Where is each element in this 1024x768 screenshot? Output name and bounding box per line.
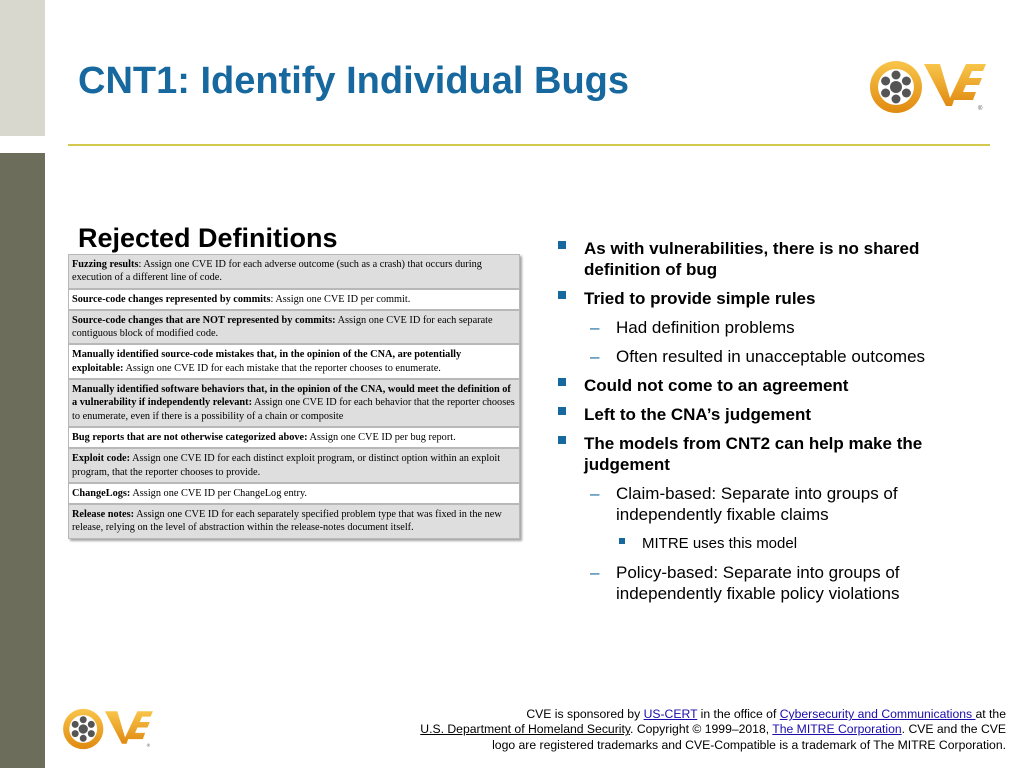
table-row (68, 504, 520, 539)
bullet-item: Left to the CNA’s judgement (556, 404, 976, 425)
table-row (68, 254, 520, 289)
svg-text:®: ® (978, 106, 983, 112)
definition-term: Bug reports that are not otherwise categorized above: (72, 431, 308, 443)
rejected-definitions-heading: Rejected Definitions (78, 223, 338, 253)
square-bullet-icon (558, 407, 566, 415)
definition-text: Assign one CVE ID for each behavior that the reporter chooses to enumerate, even if there is a possibility of a chain or composite (72, 397, 515, 422)
slide-title: CNT1: Identify Individual Bugs (78, 60, 630, 102)
definition-term: ChangeLogs: (72, 487, 131, 499)
definition-text: : Assign one CVE ID for each adverse outcome (such as a crash) that occurs during execution of a different line of code. (72, 259, 482, 284)
bullet-list (556, 238, 976, 612)
bullet-item: As with vulnerabilities, there is no shared definition of bug (556, 238, 976, 280)
rejected-definitions-table (68, 254, 520, 539)
sidebar-accent-dark (0, 153, 45, 768)
sub-bullet-item: – Policy-based: Separate into groups of independently fixable policy violations (590, 563, 900, 603)
footer-copyright: CVE is sponsored by US-CERT in the office of Cybersecurity and Communications at the U.S. Department of Homeland Security. Copyright © 1999–2018, The MITRE Corporation. CVE and the CVE logo are registered trademarks and CVE-Compatible is a trademark of The MITRE Corporation. (420, 707, 1006, 752)
bullet-item: Tried to provide simple rules (556, 288, 976, 309)
table-row (68, 448, 520, 483)
bullet-item: Could not come to an agreement (556, 375, 976, 396)
sub-bullet-item: – Claim-based: Separate into groups of independently fixable claims (590, 484, 898, 524)
definition-term: Release notes: (72, 509, 135, 521)
definition-text: Assign one CVE ID for each separately specified problem type that was fixed in the new release, relying on the level of abstraction within the release-notes document itself. (72, 509, 502, 534)
square-bullet-icon (619, 538, 625, 544)
table-row (68, 310, 520, 345)
sub-bullet-item: – Had definition problems (590, 318, 795, 337)
definition-term: Source-code changes represented by commits (72, 293, 271, 305)
dash-bullet-icon: – (590, 318, 600, 337)
sub-sub-bullet-item: MITRE uses this model (556, 533, 976, 554)
definition-term: Manually identified source-code mistakes that, in the opinion of the CNA, are potentially exploitable: (72, 349, 462, 374)
bullet-item: The models from CNT2 can help make the judgement (556, 433, 976, 475)
cve-footer-logo-icon (60, 706, 156, 752)
square-bullet-icon (558, 436, 566, 444)
definition-term: Fuzzing results (72, 259, 139, 270)
definition-text: Assign one CVE ID per bug report. (307, 431, 456, 443)
definition-text: Assign one CVE ID per ChangeLog entry. (130, 487, 307, 499)
definition-text: Assign one CVE ID for each mistake that the reporter chooses to enumerate. (123, 362, 441, 374)
table-row (68, 483, 520, 504)
dash-bullet-icon: – (590, 563, 600, 582)
dash-bullet-icon: – (590, 484, 600, 503)
mitre-link[interactable]: The MITRE Corporation (772, 722, 902, 737)
dhs-link[interactable]: U.S. Department of Homeland Security (420, 722, 631, 737)
table-row (68, 427, 520, 448)
us-cert-link[interactable]: US-CERT (643, 707, 698, 721)
title-divider (68, 144, 990, 146)
definition-text: Assign one CVE ID for each distinct exploit program, or distinct option within an exploit program, that the reporter chooses to provide. (72, 453, 501, 478)
cve-logo-icon (866, 58, 990, 116)
sidebar-accent-light (0, 0, 45, 136)
table-row (68, 344, 520, 379)
sub-bullet-item: – Often resulted in unacceptable outcomes (590, 347, 926, 366)
cybersecurity-communications-link[interactable]: Cybersecurity and Communications (779, 707, 976, 721)
definition-term: Exploit code: (72, 453, 131, 465)
table-row (68, 289, 520, 310)
table-row (68, 379, 520, 427)
square-bullet-icon (558, 241, 566, 249)
square-bullet-icon (558, 291, 566, 299)
definition-term: Source-code changes that are NOT represented by commits: (72, 314, 336, 326)
square-bullet-icon (558, 378, 566, 386)
definition-text: : Assign one CVE ID per commit. (270, 293, 411, 305)
definition-term: Manually identified software behaviors that, in the opinion of the CNA, would meet the definition of a vulnerability if independently relevant: (72, 384, 511, 409)
svg-text:®: ® (146, 742, 151, 748)
definition-text: Assign one CVE ID for each separate contiguous block of modified code. (72, 314, 493, 340)
dash-bullet-icon: – (590, 347, 600, 366)
